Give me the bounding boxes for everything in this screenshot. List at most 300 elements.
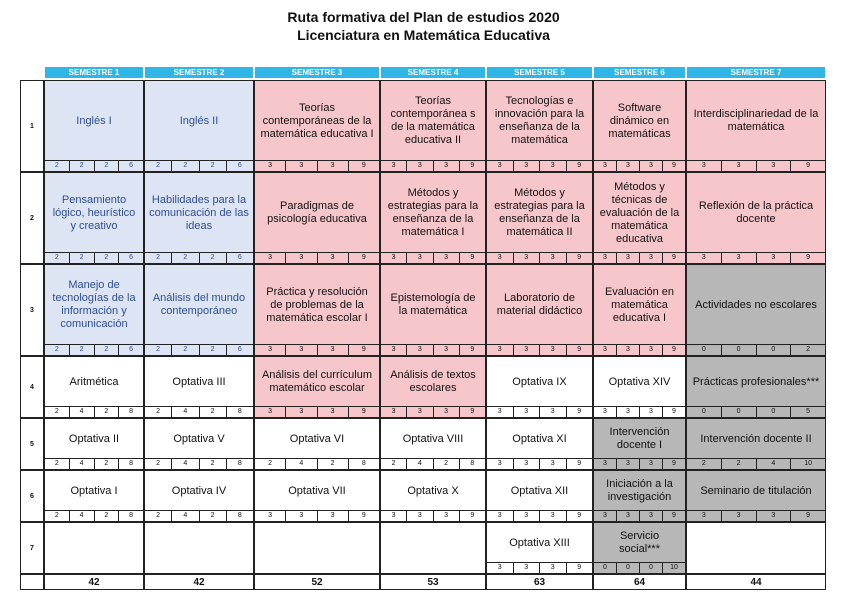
credit-value: 3 xyxy=(617,345,640,355)
credit-value: 3 xyxy=(640,511,663,521)
credit-value: 9 xyxy=(577,408,582,415)
credit-value: 4 xyxy=(757,459,792,469)
course-cell xyxy=(44,172,144,264)
credit-value: 5 xyxy=(806,408,811,415)
semester-total-1: 42 xyxy=(44,574,144,590)
course-cell xyxy=(44,418,144,470)
course-cell xyxy=(44,80,144,172)
course-cell xyxy=(380,470,486,522)
course-name: Seminario de titulación xyxy=(700,484,812,497)
course-name: Epistemología de la matemática xyxy=(390,292,476,317)
page-subtitle: Licenciatura en Matemática Educativa xyxy=(297,27,550,43)
course-name: Paradigmas de psicología educativa xyxy=(267,200,367,225)
credit-value: 2 xyxy=(318,459,349,469)
credit-value: 2 xyxy=(145,161,172,171)
credit-value: 3 xyxy=(487,511,514,521)
credit-hours xyxy=(381,406,485,417)
credit-value: 3 xyxy=(540,459,567,469)
semester-header-1: SEMESTRE 1 xyxy=(44,66,144,79)
course-name xyxy=(255,523,379,563)
course-cell xyxy=(44,264,144,356)
credit-value: 9 xyxy=(577,512,582,519)
credit-value: 8 xyxy=(129,460,134,467)
credit-value: 2 xyxy=(200,511,227,521)
course-cell xyxy=(144,522,254,574)
credit-value: 3 xyxy=(757,161,792,171)
course-cell xyxy=(686,470,826,522)
credit-value: 2 xyxy=(70,253,95,263)
credit-value: 2 xyxy=(95,161,120,171)
course-cell xyxy=(254,418,380,470)
credit-hours xyxy=(45,406,143,417)
course-cell xyxy=(686,172,826,264)
credit-value: 3 xyxy=(381,407,407,417)
credit-hours xyxy=(381,252,485,263)
credit-value: 3 xyxy=(617,253,640,263)
course-name: Métodos y estrategias para la enseñanza de la matemática II xyxy=(494,187,585,238)
credit-value: 3 xyxy=(640,459,663,469)
credit-value: 9 xyxy=(470,408,475,415)
credit-value: 8 xyxy=(361,460,366,467)
semester-header-3: SEMESTRE 3 xyxy=(254,66,380,79)
credit-hours xyxy=(594,458,685,469)
credit-value: 3 xyxy=(617,459,640,469)
credit-value: 2 xyxy=(45,253,70,263)
credit-value: 2 xyxy=(722,459,757,469)
course-cell xyxy=(593,470,686,522)
credit-value: 3 xyxy=(286,253,317,263)
course-name: Optativa X xyxy=(407,484,459,497)
credit-value: 2 xyxy=(95,459,120,469)
credit-value: 3 xyxy=(434,345,460,355)
course-cell xyxy=(686,80,826,172)
credit-value: 3 xyxy=(407,345,433,355)
course-name: Optativa VII xyxy=(288,484,346,497)
course-cell xyxy=(686,356,826,418)
course-cell xyxy=(593,522,686,574)
course-name: Intervención docente I xyxy=(609,426,670,451)
credit-hours xyxy=(487,510,592,521)
credit-value: 3 xyxy=(640,161,663,171)
credit-value: 9 xyxy=(470,162,475,169)
credit-value: 4 xyxy=(172,511,199,521)
course-cell xyxy=(144,356,254,418)
credit-value: 3 xyxy=(514,253,541,263)
course-cell xyxy=(486,418,593,470)
credit-value: 2 xyxy=(45,459,70,469)
credit-value: 9 xyxy=(470,254,475,261)
credit-value: 3 xyxy=(594,253,617,263)
credit-hours xyxy=(487,252,592,263)
credit-value: 0 xyxy=(722,407,757,417)
credit-hours xyxy=(255,458,379,469)
course-name: Reflexión de la práctica docente xyxy=(698,200,814,225)
course-name: Análisis de textos escolares xyxy=(390,369,476,394)
credit-value: 3 xyxy=(487,345,514,355)
course-cell xyxy=(144,418,254,470)
course-name: Optativa XII xyxy=(510,484,569,497)
credit-value: 3 xyxy=(640,407,663,417)
credit-value: 3 xyxy=(594,407,617,417)
credit-value: 3 xyxy=(757,253,792,263)
course-cell xyxy=(380,80,486,172)
credit-value: 0 xyxy=(617,563,640,573)
course-cell xyxy=(144,470,254,522)
credit-value: 3 xyxy=(594,511,617,521)
course-cell xyxy=(486,522,593,574)
credit-value: 3 xyxy=(286,511,317,521)
credit-value: 3 xyxy=(286,345,317,355)
credit-value: 3 xyxy=(594,345,617,355)
course-cell xyxy=(593,172,686,264)
credit-value: 3 xyxy=(381,161,407,171)
credit-hours xyxy=(594,510,685,521)
credit-value: 6 xyxy=(129,254,134,261)
credit-value: 9 xyxy=(361,512,366,519)
credit-value: 2 xyxy=(145,511,172,521)
course-cell xyxy=(254,172,380,264)
credit-value: 3 xyxy=(434,511,460,521)
credit-hours xyxy=(381,160,485,171)
credit-value: 3 xyxy=(757,511,792,521)
course-name: Análisis del currículum matemático escolar xyxy=(261,369,373,394)
credit-value: 4 xyxy=(70,511,95,521)
course-cell xyxy=(254,522,380,574)
credit-hours xyxy=(255,160,379,171)
credit-value: 8 xyxy=(470,460,475,467)
credit-hours xyxy=(687,160,825,171)
credit-value: 2 xyxy=(145,253,172,263)
credit-value: 9 xyxy=(577,254,582,261)
credit-value: 4 xyxy=(407,459,433,469)
credit-value: 8 xyxy=(237,408,242,415)
credit-value: 10 xyxy=(670,564,678,571)
credit-value: 2 xyxy=(687,459,722,469)
credit-value: 3 xyxy=(487,161,514,171)
course-cell xyxy=(593,80,686,172)
credit-value: 3 xyxy=(640,253,663,263)
course-cell xyxy=(144,172,254,264)
credit-value: 3 xyxy=(487,459,514,469)
semester-total-3: 52 xyxy=(254,574,380,590)
course-name: Optativa XIII xyxy=(509,536,570,549)
credit-value: 3 xyxy=(540,563,567,573)
credit-value: 9 xyxy=(672,512,676,519)
course-name: Evaluación en matemática educativa I xyxy=(604,285,675,324)
row-label-4: 4 xyxy=(20,356,44,418)
credit-hours xyxy=(381,510,485,521)
credit-value: 4 xyxy=(70,407,95,417)
credit-value: 3 xyxy=(318,511,349,521)
course-cell xyxy=(44,522,144,574)
credit-hours xyxy=(687,252,825,263)
credit-hours xyxy=(381,344,485,355)
row-label-5: 5 xyxy=(20,418,44,470)
credit-value: 3 xyxy=(407,407,433,417)
credit-value: 3 xyxy=(434,253,460,263)
credit-value: 2 xyxy=(381,459,407,469)
course-cell xyxy=(254,80,380,172)
credit-value: 9 xyxy=(806,254,811,261)
credit-value: 2 xyxy=(434,459,460,469)
credit-value: 4 xyxy=(172,407,199,417)
course-name: Optativa V xyxy=(173,432,225,445)
credit-value: 0 xyxy=(687,345,722,355)
credit-value: 2 xyxy=(172,161,199,171)
credit-value: 3 xyxy=(318,345,349,355)
credit-value: 9 xyxy=(672,460,676,467)
course-name: Iniciación a la investigación xyxy=(606,478,673,503)
course-cell xyxy=(254,356,380,418)
credit-value: 4 xyxy=(286,459,317,469)
course-name: Laboratorio de material didáctico xyxy=(496,292,583,317)
credit-value: 0 xyxy=(640,563,663,573)
credit-hours xyxy=(45,458,143,469)
credit-value: 6 xyxy=(237,254,242,261)
course-name xyxy=(687,523,825,563)
credit-value: 3 xyxy=(687,511,722,521)
row-label-1: 1 xyxy=(20,80,44,172)
course-name: Aritmética xyxy=(69,375,119,388)
credit-hours xyxy=(487,160,592,171)
page-title: Ruta formativa del Plan de estudios 2020 xyxy=(287,9,560,25)
credit-value: 6 xyxy=(129,346,134,353)
semester-header-4: SEMESTRE 4 xyxy=(380,66,486,79)
course-name: Interdisciplinariedad de la matemática xyxy=(693,108,819,133)
credit-value: 8 xyxy=(237,460,242,467)
semester-total-6: 64 xyxy=(593,574,686,590)
credit-value: 2 xyxy=(45,407,70,417)
credit-hours xyxy=(487,406,592,417)
credit-value: 2 xyxy=(200,253,227,263)
credit-value: 3 xyxy=(487,563,514,573)
course-name: Pensamiento lógico, heurístico y creativo xyxy=(52,193,136,232)
credit-value: 6 xyxy=(237,346,242,353)
credit-value: 3 xyxy=(434,407,460,417)
credit-value: 3 xyxy=(381,511,407,521)
course-name: Servicio social*** xyxy=(619,530,660,555)
credit-hours xyxy=(687,406,825,417)
course-cell xyxy=(380,356,486,418)
credit-value: 3 xyxy=(286,161,317,171)
credit-value: 3 xyxy=(722,511,757,521)
credit-hours xyxy=(145,160,253,171)
course-name: Optativa XIV xyxy=(608,375,671,388)
course-cell xyxy=(254,264,380,356)
credit-value: 3 xyxy=(540,511,567,521)
course-cell xyxy=(44,356,144,418)
course-name: Teorías contemporánea s de la matemática educativa II xyxy=(390,95,476,146)
credit-value: 9 xyxy=(672,408,676,415)
credit-value: 3 xyxy=(434,161,460,171)
course-name: Inglés II xyxy=(179,114,219,127)
semester-total-7: 44 xyxy=(686,574,826,590)
credit-value: 9 xyxy=(672,162,676,169)
course-name: Análisis del mundo contemporáneo xyxy=(152,292,246,317)
course-name: Optativa VIII xyxy=(402,432,464,445)
course-name: Tecnologías e innovación para la enseñanza de la matemática xyxy=(494,95,585,146)
credit-value: 3 xyxy=(594,161,617,171)
course-name: Optativa IX xyxy=(512,375,567,388)
credit-value: 3 xyxy=(487,407,514,417)
course-cell xyxy=(593,356,686,418)
credit-value: 2 xyxy=(95,345,120,355)
credit-hours xyxy=(255,510,379,521)
credit-value: 3 xyxy=(540,253,567,263)
credit-value: 2 xyxy=(95,511,120,521)
course-cell xyxy=(593,264,686,356)
semester-header-2: SEMESTRE 2 xyxy=(144,66,254,79)
credit-value: 3 xyxy=(594,459,617,469)
credit-hours xyxy=(594,160,685,171)
course-cell xyxy=(144,80,254,172)
course-name: Teorías contemporáneas de la matemática educativa I xyxy=(260,101,374,140)
credit-value: 10 xyxy=(804,460,813,467)
course-name: Optativa III xyxy=(172,375,226,388)
course-cell xyxy=(380,418,486,470)
credit-value: 2 xyxy=(200,459,227,469)
course-cell xyxy=(593,418,686,470)
credit-value: 9 xyxy=(577,346,582,353)
credit-value: 9 xyxy=(577,564,582,571)
credit-value: 4 xyxy=(70,459,95,469)
credit-value: 2 xyxy=(145,345,172,355)
credit-value: 3 xyxy=(255,161,286,171)
credit-value: 3 xyxy=(514,511,541,521)
credit-value: 3 xyxy=(381,345,407,355)
credit-hours xyxy=(145,510,253,521)
credit-value: 3 xyxy=(255,511,286,521)
credit-value: 2 xyxy=(200,345,227,355)
credit-value: 9 xyxy=(361,162,366,169)
credit-hours xyxy=(594,344,685,355)
credit-value: 3 xyxy=(617,511,640,521)
credit-hours xyxy=(145,252,253,263)
credit-value: 9 xyxy=(361,254,366,261)
credit-value: 2 xyxy=(200,161,227,171)
course-name: Optativa VI xyxy=(289,432,345,445)
credit-value: 0 xyxy=(757,345,792,355)
semester-total-2: 42 xyxy=(144,574,254,590)
course-name: Manejo de tecnologías de la información y comunicación xyxy=(52,279,136,330)
credit-value: 3 xyxy=(255,407,286,417)
credit-value: 6 xyxy=(237,162,242,169)
credit-value: 2 xyxy=(255,459,286,469)
credit-hours xyxy=(687,458,825,469)
course-name: Métodos y estrategias para la enseñanza de la matemática I xyxy=(387,187,479,238)
credit-value: 3 xyxy=(540,161,567,171)
semester-header-7: SEMESTRE 7 xyxy=(686,66,826,79)
credit-hours xyxy=(145,406,253,417)
course-cell xyxy=(686,264,826,356)
credit-value: 9 xyxy=(470,346,475,353)
course-name: Optativa IV xyxy=(171,484,227,497)
course-cell xyxy=(686,418,826,470)
course-name: Optativa I xyxy=(70,484,118,497)
course-name: Prácticas profesionales*** xyxy=(692,375,820,388)
course-name: Actividades no escolares xyxy=(695,298,817,311)
credit-value: 2 xyxy=(806,346,811,353)
credit-value: 3 xyxy=(514,407,541,417)
credit-value: 0 xyxy=(594,563,617,573)
credit-value: 3 xyxy=(722,253,757,263)
course-cell xyxy=(254,470,380,522)
row-label-2: 2 xyxy=(20,172,44,264)
course-name: Habilidades para la comunicación de las ideas xyxy=(149,193,249,232)
semester-header-5: SEMESTRE 5 xyxy=(486,66,593,79)
credit-value: 6 xyxy=(129,162,134,169)
course-cell xyxy=(486,80,593,172)
credit-value: 2 xyxy=(200,407,227,417)
course-cell xyxy=(380,172,486,264)
course-cell xyxy=(486,356,593,418)
credit-hours xyxy=(594,406,685,417)
credit-hours xyxy=(381,458,485,469)
credit-value: 9 xyxy=(672,346,676,353)
credit-hours xyxy=(594,562,685,573)
credit-hours xyxy=(594,252,685,263)
credit-value: 2 xyxy=(145,459,172,469)
credit-value: 9 xyxy=(577,460,582,467)
credit-value: 4 xyxy=(172,459,199,469)
credit-hours xyxy=(145,344,253,355)
course-name xyxy=(381,523,485,563)
credit-value: 3 xyxy=(640,345,663,355)
credit-value: 3 xyxy=(487,253,514,263)
course-name: Práctica y resolución de problemas de la matemática escolar I xyxy=(266,285,368,324)
credit-value: 3 xyxy=(318,253,349,263)
semester-total-4: 53 xyxy=(380,574,486,590)
row-label-6: 6 xyxy=(20,470,44,522)
credit-value: 9 xyxy=(672,254,676,261)
credit-value: 0 xyxy=(757,407,792,417)
course-cell xyxy=(144,264,254,356)
credit-value: 3 xyxy=(687,161,722,171)
credit-value: 9 xyxy=(577,162,582,169)
credit-value: 2 xyxy=(45,161,70,171)
credit-hours xyxy=(255,406,379,417)
credit-value: 2 xyxy=(95,253,120,263)
course-name: Intervención docente II xyxy=(700,432,812,445)
credit-value: 3 xyxy=(514,563,541,573)
row-label-7: 7 xyxy=(20,522,44,574)
credit-value: 2 xyxy=(45,511,70,521)
credit-value: 0 xyxy=(722,345,757,355)
credit-hours xyxy=(45,252,143,263)
credit-hours xyxy=(687,510,825,521)
course-name: Software dinámico en matemáticas xyxy=(608,101,671,140)
credit-hours xyxy=(45,510,143,521)
credit-value: 3 xyxy=(722,161,757,171)
course-name: Inglés I xyxy=(76,114,112,127)
credit-hours xyxy=(45,160,143,171)
credit-value: 9 xyxy=(361,408,366,415)
credit-value: 8 xyxy=(237,512,242,519)
course-name xyxy=(145,523,253,563)
credit-value: 3 xyxy=(617,407,640,417)
credit-hours xyxy=(687,344,825,355)
credit-hours xyxy=(255,344,379,355)
credit-value: 0 xyxy=(687,407,722,417)
semester-header-6: SEMESTRE 6 xyxy=(593,66,686,79)
course-cell xyxy=(686,522,826,574)
credit-value: 3 xyxy=(514,161,541,171)
course-name: Optativa II xyxy=(68,432,120,445)
credit-hours xyxy=(145,458,253,469)
credit-value: 2 xyxy=(172,253,199,263)
credit-value: 3 xyxy=(540,407,567,417)
course-cell xyxy=(486,470,593,522)
